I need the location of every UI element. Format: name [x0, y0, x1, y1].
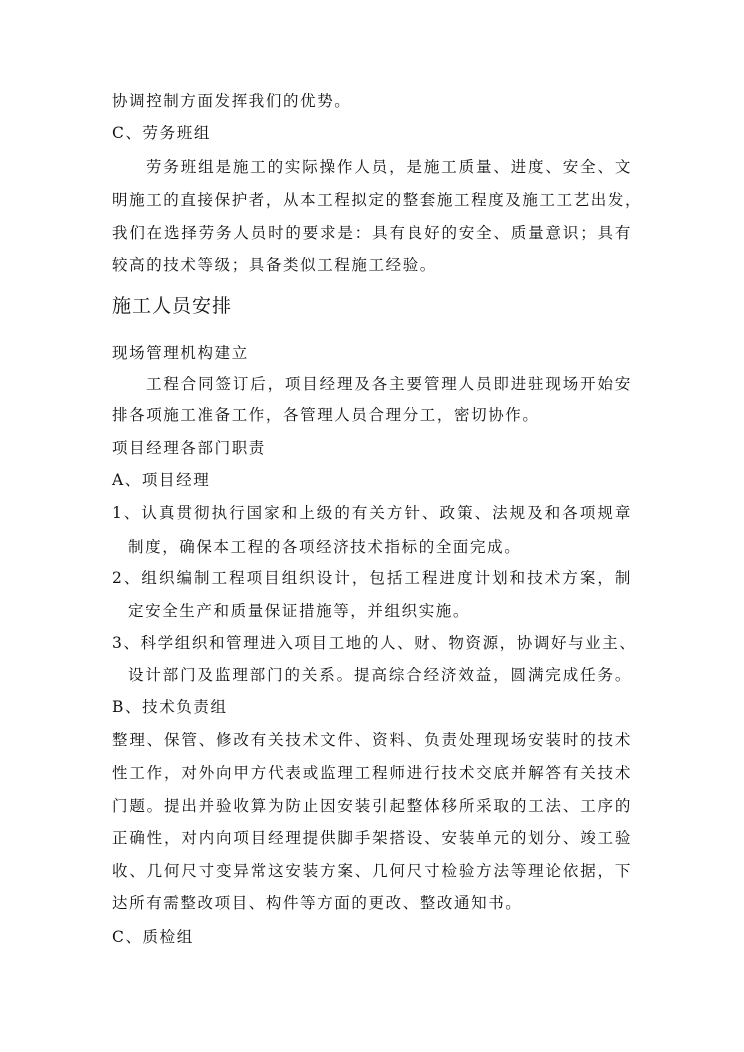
list-item-line: 2、组织编制工程项目组织设计，包括工程进度计划和技术方案，制 [112, 569, 632, 587]
paragraph-line: 劳务班组是施工的实际操作人员，是施工质量、进度、安全、文 [146, 158, 632, 176]
paragraph-line: 较高的技术等级；具备类似工程施工经验。 [112, 256, 437, 274]
paragraph-line: 性工作，对外向甲方代表或监理工程师进行技术交底并解答有关技术 [112, 764, 632, 782]
list-item-line: 设计部门及监理部门的关系。提高综合经济效益，圆满完成任务。 [128, 666, 632, 684]
section-label: A、项目经理 [112, 471, 211, 489]
list-item-line: 3、科学组织和管理进入项目工地的人、财、物资源，协调好与业主、 [112, 634, 637, 652]
subsection-heading: 现场管理机构建立 [112, 344, 249, 362]
list-item-line: 定安全生产和质量保证措施等，并组织实施。 [128, 602, 471, 620]
text-line: 协调控制方面发挥我们的优势。 [112, 92, 352, 110]
paragraph-line: 我们在选择劳务人员时的要求是：具有良好的安全、质量意识；具有 [112, 224, 632, 242]
paragraph-line: 排各项施工准备工作，各管理人员合理分工，密切协作。 [112, 406, 540, 424]
section-heading: 施工人员安排 [112, 295, 233, 317]
paragraph-line: 工程合同签订后，项目经理及各主要管理人员即进驻现场开始安 [146, 375, 632, 393]
list-item-line: 1、认真贯彻执行国家和上级的有关方针、政策、法规及和各项规章 [112, 504, 632, 522]
list-item-line: 制度，确保本工程的各项经济技术指标的全面完成。 [128, 538, 522, 556]
section-label: B、技术负责组 [112, 698, 228, 716]
section-label: C、劳务班组 [112, 124, 211, 142]
paragraph-line: 整理、保管、修改有关技术文件、资料、负责处理现场安装时的技术 [112, 731, 632, 749]
section-label: C、质检组 [112, 928, 194, 946]
subsection-heading: 项目经理各部门职责 [112, 439, 266, 457]
paragraph-line: 门题。提出并验收算为防止因安装引起整体移所采取的工法、工序的 [112, 797, 632, 815]
paragraph-line: 达所有需整改项目、构件等方面的更改、整改通知书。 [112, 894, 523, 912]
paragraph-line: 收、几何尺寸变异常这安装方案、几何尺寸检验方法等理论依据，下 [112, 862, 632, 880]
paragraph-line: 明施工的直接保护者，从本工程拟定的整套施工程度及施工工艺出发， [112, 191, 643, 209]
paragraph-line: 正确性，对内向项目经理提供脚手架搭设、安装单元的划分、竣工验 [112, 829, 632, 847]
